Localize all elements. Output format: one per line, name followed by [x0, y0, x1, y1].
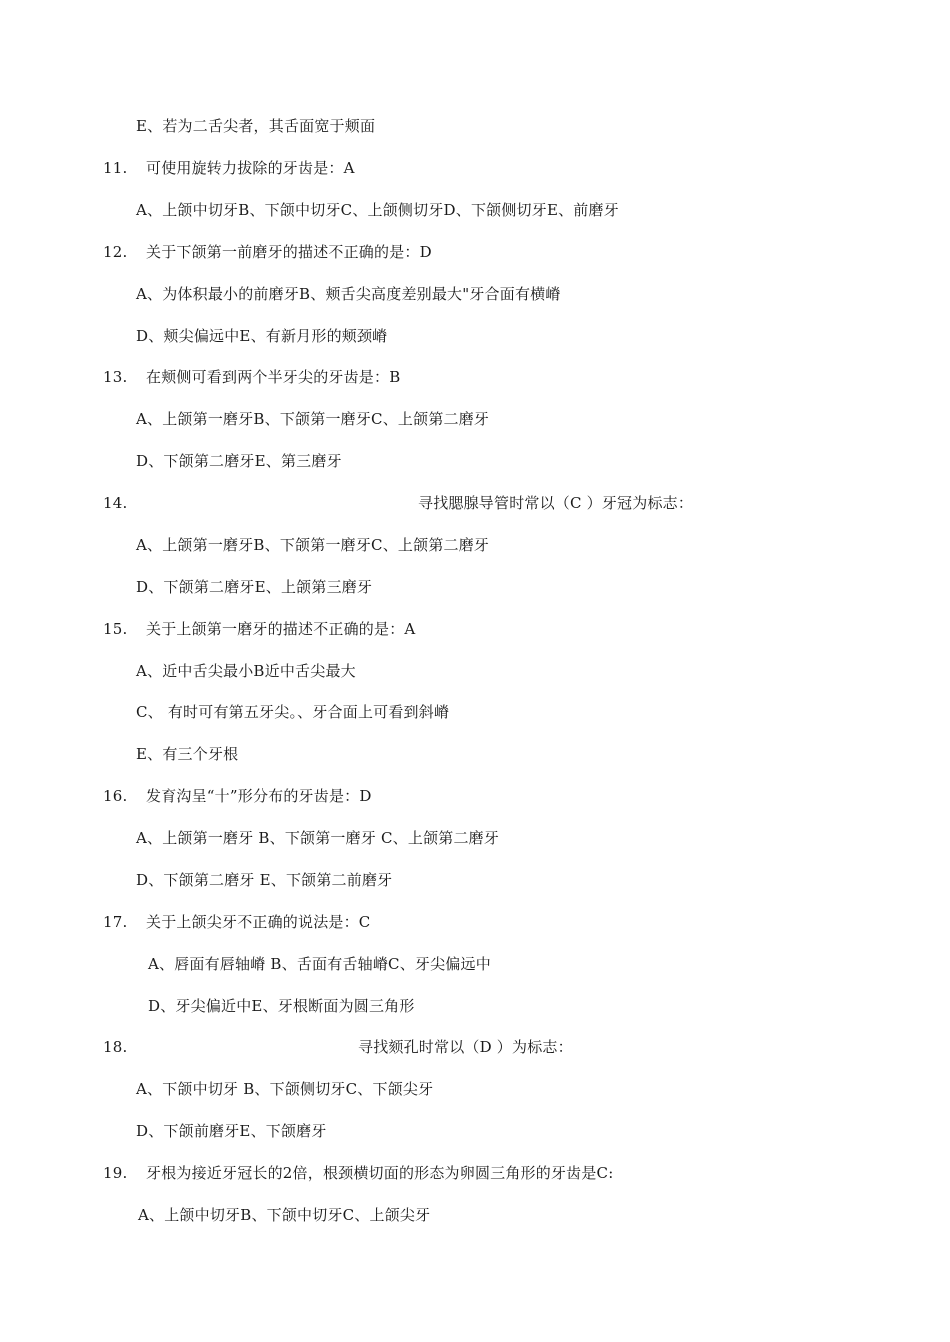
option-line: A、近中舌尖最小B近中舌尖最大: [136, 662, 356, 680]
question-text: 寻找腮腺导管时常以（C ）牙冠为标志：: [418, 494, 694, 512]
option-line: E、若为二舌尖者，其舌面宽于颊面: [136, 117, 376, 135]
question-text: 可使用旋转力拔除的牙齿是：A: [146, 159, 355, 177]
question-number: 13.: [103, 368, 128, 386]
question-text: 关于下颌第一前磨牙的描述不正确的是：D: [146, 243, 432, 261]
option-line: A、唇面有唇轴嵴 B、舌面有舌轴嵴C、牙尖偏远中: [148, 955, 491, 973]
option-line: A、下颌中切牙 B、下颌侧切牙C、下颌尖牙: [136, 1080, 434, 1098]
option-line: D、下颌前磨牙E、下颌磨牙: [136, 1122, 327, 1140]
option-line: A、为体积最小的前磨牙B、颊舌尖高度差别最大"牙合面有横嵴: [136, 285, 561, 303]
question-number: 15.: [103, 620, 128, 638]
question-text: 关于上颌第一磨牙的描述不正确的是：A: [146, 620, 416, 638]
option-line: D、下颌第二磨牙 E、下颌第二前磨牙: [136, 871, 393, 889]
question-number: 14.: [103, 494, 128, 512]
question-number: 11.: [103, 159, 128, 177]
question-number: 16.: [103, 787, 128, 805]
question-number: 17.: [103, 913, 128, 931]
question-text: 牙根为接近牙冠长的2倍，根颈横切面的形态为卵圆三角形的牙齿是C:: [146, 1164, 614, 1182]
option-line: D、颊尖偏远中E、有新月形的颊颈嵴: [136, 327, 388, 345]
question-number: 18.: [103, 1038, 128, 1056]
question-text: 关于上颌尖牙不正确的说法是：C: [146, 913, 371, 931]
option-line: C、 有时可有第五牙尖。、牙合面上可看到斜嵴: [136, 703, 450, 721]
question-number: 12.: [103, 243, 128, 261]
option-line: E、有三个牙根: [136, 745, 239, 763]
question-number: 19.: [103, 1164, 128, 1182]
option-line: A、上颌中切牙B、下颌中切牙C、上颌侧切牙D、下颌侧切牙E、前磨牙: [136, 201, 619, 219]
option-line: A、上颌第一磨牙B、下颌第一磨牙C、上颌第二磨牙: [136, 536, 490, 554]
option-line: A、上颌第一磨牙B、下颌第一磨牙C、上颌第二磨牙: [136, 410, 490, 428]
option-line: D、下颌第二磨牙E、第三磨牙: [136, 452, 342, 470]
question-text: 在颊侧可看到两个半牙尖的牙齿是：B: [146, 368, 401, 386]
option-line: A、上颌第一磨牙 B、下颌第一磨牙 C、上颌第二磨牙: [136, 829, 500, 847]
question-text: 寻找颏孔时常以（D ）为标志：: [358, 1038, 573, 1056]
question-text: 发育沟呈“十”形分布的牙齿是：D: [146, 787, 372, 805]
option-line: D、下颌第二磨牙E、上颌第三磨牙: [136, 578, 373, 596]
option-line: D、牙尖偏近中E、牙根断面为圆三角形: [148, 997, 415, 1015]
option-line: A、上颌中切牙B、下颌中切牙C、上颌尖牙: [138, 1206, 431, 1224]
